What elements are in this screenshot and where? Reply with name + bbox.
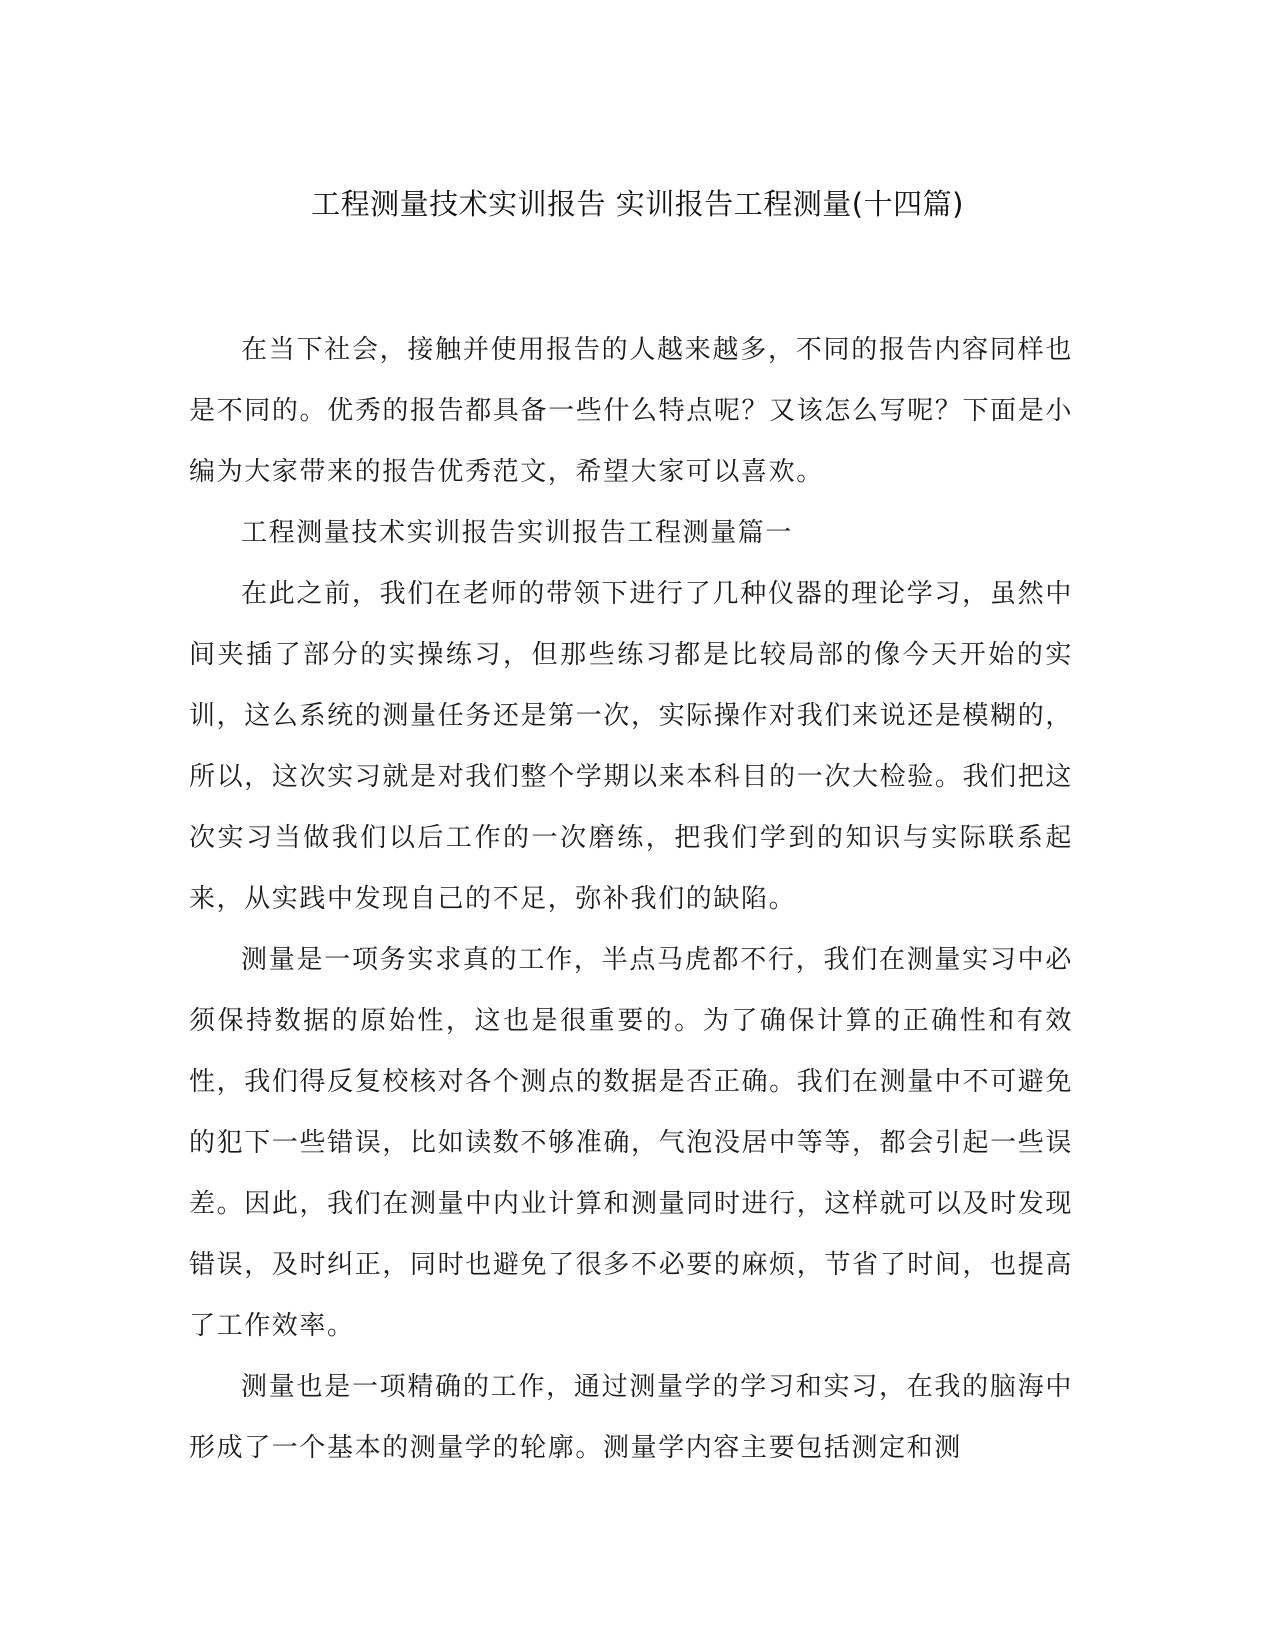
body-paragraph: 测量是一项务实求真的工作，半点马虎都不行，我们在测量实习中必须保持数据的原始性，这也是很重要的。为了确保计算的正确性和有效性，我们得反复校核对各个测点的数据是否正确。我们在测量中不可避免的犯下一些错误，比如读数不够准确，气泡没居中等等，都会引起一些误差。因此，我们在测量中内业计算和测量同时进行，这样就可以及时发现错误，及时纠正，同时也避免了很多不必要的麻烦，节省了时间，也提高了工作效率。 bbox=[189, 945, 1073, 1341]
body-paragraph: 在此之前，我们在老师的带领下进行了几种仪器的理论学习，虽然中间夹插了部分的实操练习，但那些练习都是比较局部的像今天开始的实训，这么系统的测量任务还是第一次，实际操作对我们来说还是模糊的，所以，这次实习就是对我们整个学期以来本科目的一次大检验。我们把这次实习当做我们以后工作的一次磨练，把我们学到的知识与实际联系起来，从实践中发现自己的不足，弥补我们的缺陷。 bbox=[189, 579, 1073, 914]
body-paragraph: 测量也是一项精确的工作，通过测量学的学习和实习，在我的脑海中形成了一个基本的测量学的轮廓。测量学内容主要包括测定和测 bbox=[189, 1372, 1073, 1463]
section-heading: 工程测量技术实训报告实训报告工程测量篇一 bbox=[241, 518, 794, 548]
document-title: 工程测量技术实训报告 实训报告工程测量(十四篇) bbox=[311, 187, 964, 221]
intro-paragraph: 在当下社会，接触并使用报告的人越来越多，不同的报告内容同样也是不同的。优秀的报告都具备一些什么特点呢？又该怎么写呢？下面是小编为大家带来的报告优秀范文，希望大家可以喜欢。 bbox=[189, 335, 1073, 487]
document-body bbox=[189, 320, 1073, 1479]
